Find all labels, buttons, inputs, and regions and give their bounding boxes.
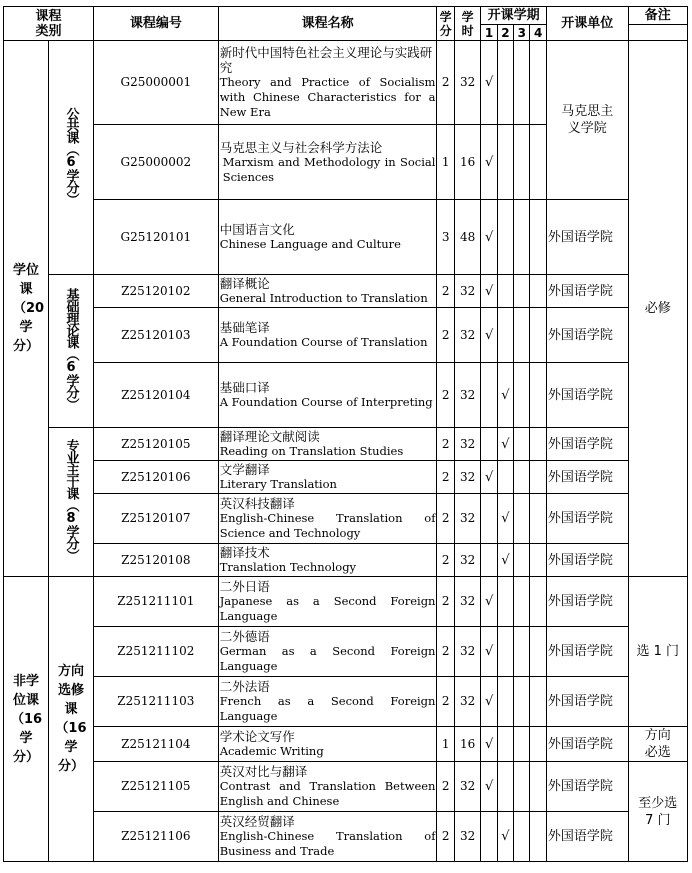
semester-check: √ bbox=[481, 677, 497, 727]
course-hours: 32 bbox=[454, 363, 481, 428]
header-unit: 开课单位 bbox=[546, 7, 628, 41]
semester-check: √ bbox=[497, 812, 513, 862]
course-credit: 2 bbox=[437, 494, 454, 544]
remark-choose-one: 选 1 门 bbox=[628, 577, 687, 727]
course-table bbox=[3, 6, 688, 862]
category-elective: 方向选修课（16学分） bbox=[48, 577, 93, 862]
course-code: Z25121106 bbox=[93, 812, 218, 862]
course-code: Z251211103 bbox=[93, 677, 218, 727]
table-row bbox=[4, 544, 688, 577]
course-code: Z25121104 bbox=[93, 727, 218, 762]
header-sem-4: 4 bbox=[530, 25, 546, 41]
table-row bbox=[4, 308, 688, 363]
course-unit: 外国语学院 bbox=[546, 363, 628, 428]
header-sem-3: 3 bbox=[514, 25, 530, 41]
header-remark-blank bbox=[628, 25, 687, 41]
table-row bbox=[4, 727, 688, 762]
course-hours: 32 bbox=[454, 577, 481, 627]
category-degree: 学位课（20学分） bbox=[4, 41, 49, 577]
course-unit: 外国语学院 bbox=[546, 544, 628, 577]
semester-check: √ bbox=[481, 125, 497, 200]
course-unit: 外国语学院 bbox=[546, 677, 628, 727]
table-row bbox=[4, 577, 688, 627]
course-unit: 外国语学院 bbox=[546, 308, 628, 363]
semester-check: √ bbox=[481, 200, 497, 275]
table-row bbox=[4, 762, 688, 812]
course-name: 翻译理论文献阅读 Reading on Translation Studies bbox=[218, 428, 437, 461]
table-row bbox=[4, 428, 688, 461]
table-row bbox=[4, 494, 688, 544]
course-code: G25000001 bbox=[93, 41, 218, 125]
course-unit: 外国语学院 bbox=[546, 627, 628, 677]
header-credit: 学分 bbox=[437, 7, 454, 41]
course-name: 二外日语 Japanese as a Second Foreign Language bbox=[218, 577, 437, 627]
course-unit: 外国语学院 bbox=[546, 727, 628, 762]
course-name: 基础笔译 A Foundation Course of Translation bbox=[218, 308, 437, 363]
course-unit: 外国语学院 bbox=[546, 577, 628, 627]
course-unit: 外国语学院 bbox=[546, 494, 628, 544]
course-credit: 2 bbox=[437, 275, 454, 308]
course-hours: 32 bbox=[454, 677, 481, 727]
semester-check: √ bbox=[481, 275, 497, 308]
course-name: 二外法语 French as a Second Foreign Language bbox=[218, 677, 437, 727]
header-row bbox=[4, 7, 688, 25]
course-name: 基础口译 A Foundation Course of Interpreting bbox=[218, 363, 437, 428]
semester-check: √ bbox=[481, 762, 497, 812]
course-name: 文学翻译 Literary Translation bbox=[218, 461, 437, 494]
course-credit: 2 bbox=[437, 762, 454, 812]
course-unit: 外国语学院 bbox=[546, 461, 628, 494]
course-name: 翻译技术 Translation Technology bbox=[218, 544, 437, 577]
table-row bbox=[4, 461, 688, 494]
header-hours: 学时 bbox=[454, 7, 481, 41]
header-name: 课程名称 bbox=[218, 7, 437, 41]
course-credit: 2 bbox=[437, 677, 454, 727]
course-credit: 2 bbox=[437, 308, 454, 363]
remark-required: 必修 bbox=[628, 41, 687, 577]
course-code: Z25120102 bbox=[93, 275, 218, 308]
course-unit: 外国语学院 bbox=[546, 428, 628, 461]
course-unit: 外国语学院 bbox=[546, 275, 628, 308]
table-row bbox=[4, 363, 688, 428]
course-hours: 32 bbox=[454, 627, 481, 677]
table-row bbox=[4, 627, 688, 677]
course-name: 中国语言文化 Chinese Language and Culture bbox=[218, 200, 437, 275]
table-row bbox=[4, 41, 688, 125]
category-nondegree: 非学位课（16学分） bbox=[4, 577, 49, 862]
category-major: 专业主干课（8学分） bbox=[48, 428, 93, 577]
course-unit: 外国语学院 bbox=[546, 762, 628, 812]
course-hours: 48 bbox=[454, 200, 481, 275]
course-credit: 2 bbox=[437, 544, 454, 577]
course-name: 英汉科技翻译 English-Chinese Translation of Science and Technology bbox=[218, 494, 437, 544]
course-hours: 16 bbox=[454, 125, 481, 200]
course-hours: 32 bbox=[454, 762, 481, 812]
course-hours: 32 bbox=[454, 544, 481, 577]
course-unit: 外国语学院 bbox=[546, 812, 628, 862]
course-code: G25000002 bbox=[93, 125, 218, 200]
semester-check: √ bbox=[481, 727, 497, 762]
semester-check: √ bbox=[497, 494, 513, 544]
course-credit: 1 bbox=[437, 125, 454, 200]
header-semester: 开课学期 bbox=[481, 7, 546, 25]
course-code: Z25120105 bbox=[93, 428, 218, 461]
course-credit: 2 bbox=[437, 428, 454, 461]
table-row bbox=[4, 677, 688, 727]
course-hours: 32 bbox=[454, 494, 481, 544]
course-credit: 2 bbox=[437, 363, 454, 428]
remark-at-least-seven: 至少选 7 门 bbox=[628, 762, 687, 862]
semester-check: √ bbox=[481, 577, 497, 627]
header-remark: 备注 bbox=[628, 7, 687, 25]
course-credit: 3 bbox=[437, 200, 454, 275]
course-code: Z25120104 bbox=[93, 363, 218, 428]
course-hours: 32 bbox=[454, 41, 481, 125]
course-hours: 32 bbox=[454, 812, 481, 862]
course-hours: 32 bbox=[454, 461, 481, 494]
course-unit: 马克思主义学院 bbox=[546, 41, 628, 200]
semester-check: √ bbox=[497, 544, 513, 577]
course-name: 学术论文写作 Academic Writing bbox=[218, 727, 437, 762]
semester-check: √ bbox=[497, 363, 513, 428]
course-credit: 2 bbox=[437, 461, 454, 494]
course-unit: 外国语学院 bbox=[546, 200, 628, 275]
semester-check: √ bbox=[481, 41, 497, 125]
course-code: Z25120107 bbox=[93, 494, 218, 544]
course-credit: 2 bbox=[437, 577, 454, 627]
course-code: Z25120103 bbox=[93, 308, 218, 363]
course-credit: 2 bbox=[437, 627, 454, 677]
course-credit: 1 bbox=[437, 727, 454, 762]
semester-check: √ bbox=[481, 308, 497, 363]
course-name: 新时代中国特色社会主义理论与实践研究 Theory and Practice of Socialism with Chinese Characteristics for a New Era bbox=[218, 41, 437, 125]
table-row bbox=[4, 812, 688, 862]
course-name: 英汉经贸翻译 English-Chinese Translation of Business and Trade bbox=[218, 812, 437, 862]
course-code: Z251211102 bbox=[93, 627, 218, 677]
header-category: 课程类别 bbox=[4, 7, 94, 41]
course-hours: 32 bbox=[454, 275, 481, 308]
course-name: 二外德语 German as a Second Foreign Language bbox=[218, 627, 437, 677]
course-name: 翻译概论 General Introduction to Translation bbox=[218, 275, 437, 308]
course-code: Z25120108 bbox=[93, 544, 218, 577]
course-credit: 2 bbox=[437, 41, 454, 125]
semester-check: √ bbox=[497, 428, 513, 461]
course-credit: 2 bbox=[437, 812, 454, 862]
header-code: 课程编号 bbox=[93, 7, 218, 41]
category-basic: 基础理论课（6学分） bbox=[48, 275, 93, 428]
course-name: 马克思主义与社会科学方法论 Marxism and Methodology in Social Sciences bbox=[218, 125, 437, 200]
header-sem-1: 1 bbox=[481, 25, 497, 41]
course-code: G25120101 bbox=[93, 200, 218, 275]
category-public: 公共课（6学分） bbox=[48, 41, 93, 275]
remark-direction-required: 方向必选 bbox=[628, 727, 687, 762]
course-hours: 32 bbox=[454, 428, 481, 461]
header-sem-2: 2 bbox=[497, 25, 513, 41]
course-hours: 16 bbox=[454, 727, 481, 762]
course-code: Z251211101 bbox=[93, 577, 218, 627]
course-hours: 32 bbox=[454, 308, 481, 363]
semester-check: √ bbox=[481, 627, 497, 677]
table-row bbox=[4, 275, 688, 308]
course-code: Z25121105 bbox=[93, 762, 218, 812]
course-code: Z25120106 bbox=[93, 461, 218, 494]
course-name: 英汉对比与翻译 Contrast and Translation Between English and Chinese bbox=[218, 762, 437, 812]
table-row bbox=[4, 200, 688, 275]
semester-check: √ bbox=[481, 461, 497, 494]
